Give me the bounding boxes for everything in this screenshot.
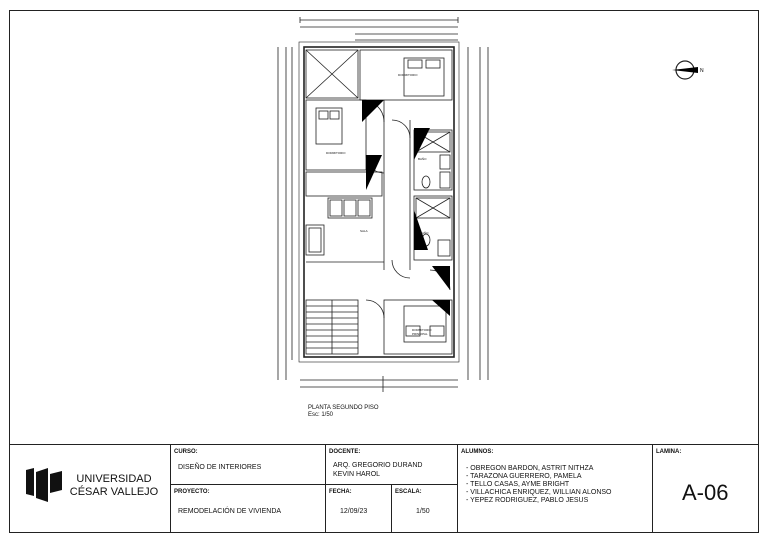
docente-label: DOCENTE: <box>329 449 361 455</box>
docente-line2: KEVIN HAROL <box>333 471 381 478</box>
fecha-value: 12/09/23 <box>340 508 368 515</box>
university-line2: CÉSAR VALLEJO <box>69 486 159 498</box>
curso-label: CURSO: <box>174 449 198 455</box>
plan-scale: Esc: 1/50 <box>308 412 334 418</box>
lamina-code: A-06 <box>682 480 729 505</box>
proyecto-label: PROYECTO: <box>174 489 210 495</box>
divider <box>170 484 457 485</box>
alumno: - TELLO CASAS, AYME BRIGHT <box>466 481 570 488</box>
svg-text:BAÑO: BAÑO <box>420 231 429 235</box>
university-name <box>66 473 162 499</box>
divider <box>652 444 653 533</box>
alumnos-label: ALUMNOS: <box>461 449 494 455</box>
divider <box>457 444 458 533</box>
svg-text:PRINCIPAL: PRINCIPAL <box>412 332 428 336</box>
divider <box>170 444 171 533</box>
alumno: - VILLACHICA ENRIQUEZ, WILLIAN ALONSO <box>466 489 612 496</box>
north-arrow-icon <box>668 58 708 82</box>
proyecto-value: REMODELACIÓN DE VIVIENDA <box>178 508 282 515</box>
svg-text:N: N <box>700 68 704 74</box>
plan-title: PLANTA SEGUNDO PISO <box>308 405 379 411</box>
divider <box>325 444 326 533</box>
university-line1: UNIVERSIDAD <box>76 473 152 485</box>
fecha-label: FECHA: <box>329 489 352 495</box>
alumnos-list <box>466 465 611 505</box>
escala-value: 1/50 <box>416 508 430 515</box>
svg-text:SALA: SALA <box>360 229 368 233</box>
lamina-label: LAMINA: <box>656 449 682 455</box>
docente-line1: ARQ. GREGORIO DURAND <box>333 462 423 469</box>
svg-text:DORMITORIO: DORMITORIO <box>398 73 418 77</box>
alumno: - OBREGON BARDON, ASTRIT NITHZA <box>466 465 594 472</box>
curso-value: DISEÑO DE INTERIORES <box>178 464 262 471</box>
divider <box>391 484 392 533</box>
plan-caption <box>308 405 379 419</box>
svg-text:DORMITORIO: DORMITORIO <box>326 151 346 155</box>
svg-text:DORMITORIO: DORMITORIO <box>412 328 432 332</box>
alumno: - YEPEZ RODRIGUEZ, PABLO JESUS <box>466 497 589 504</box>
escala-label: ESCALA: <box>395 489 422 495</box>
university-logo-icon <box>24 466 64 504</box>
svg-text:BAÑO: BAÑO <box>418 157 427 161</box>
alumno: - TARAZONA GUERRERO, PAMELA <box>466 473 582 480</box>
